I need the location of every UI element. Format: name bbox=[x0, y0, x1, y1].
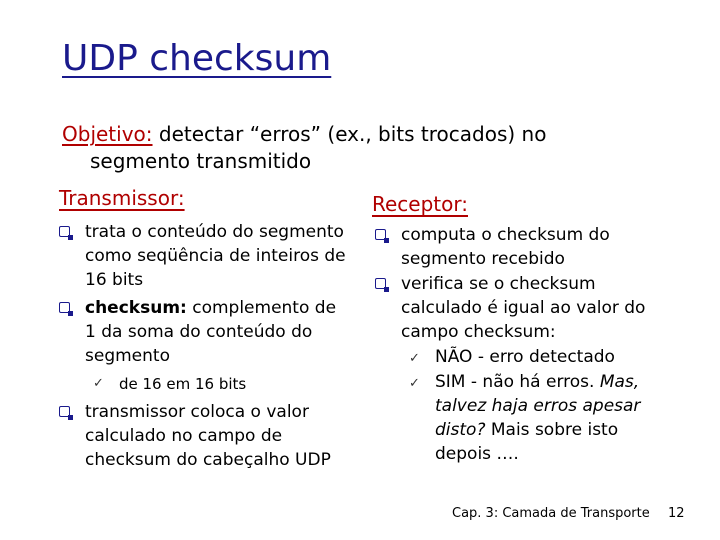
receiver-list bbox=[375, 223, 675, 466]
q-box-bullet-icon bbox=[375, 278, 386, 289]
objective-text: detectar “erros” (ex., bits trocados) no bbox=[152, 122, 547, 146]
transmitter-item-1: trata o conteúdo do segmento como seqüência de inteiros de 16 bits bbox=[85, 222, 346, 290]
receiver-item-2: verifica se o checksum calculado é igual ao valor do campo checksum: bbox=[401, 274, 646, 342]
transmitter-list bbox=[59, 220, 349, 472]
objective-label: Objetivo: bbox=[62, 122, 153, 146]
list-item bbox=[59, 296, 349, 368]
q-box-bullet-icon bbox=[59, 226, 70, 237]
slide-title: UDP checksum bbox=[62, 38, 332, 79]
q-box-bullet-icon bbox=[59, 302, 70, 313]
list-item bbox=[375, 272, 675, 344]
transmitter-item-2-sub: de 16 em 16 bits bbox=[119, 375, 247, 393]
q-box-bullet-icon bbox=[59, 406, 70, 417]
footer-page-number: 12 bbox=[668, 506, 685, 521]
list-item bbox=[59, 372, 349, 396]
receiver-sub-1: NÃO - erro detectado bbox=[435, 347, 615, 367]
objective bbox=[62, 121, 682, 175]
objective-continuation: segmento transmitido bbox=[90, 149, 312, 173]
receiver-item-1: computa o checksum do segmento recebido bbox=[401, 225, 610, 269]
list-item bbox=[375, 223, 675, 271]
checkmark-icon: ✓ bbox=[409, 376, 420, 391]
transmitter-item-3: transmissor coloca o valor calculado no campo de checksum do cabeçalho UDP bbox=[85, 402, 331, 470]
transmitter-item-2-bold: checksum: bbox=[85, 298, 187, 318]
list-item bbox=[59, 220, 349, 292]
checkmark-icon: ✓ bbox=[93, 376, 104, 391]
list-item bbox=[59, 400, 349, 472]
transmitter-item-2-text: complemento de 1 da soma do conteúdo do segmento bbox=[85, 298, 337, 366]
receiver-sub-2-plain: SIM - não há erros. bbox=[435, 372, 600, 392]
checkmark-icon: ✓ bbox=[409, 351, 420, 366]
receiver-sub-2-italic: Mas, talvez haja erros apesar disto? bbox=[435, 372, 641, 440]
list-item bbox=[375, 370, 675, 466]
receiver-heading: Receptor: bbox=[372, 192, 468, 216]
footer-chapter: Cap. 3: Camada de Transporte bbox=[452, 506, 650, 521]
q-box-bullet-icon bbox=[375, 229, 386, 240]
transmitter-heading: Transmissor: bbox=[59, 186, 185, 210]
receiver-sub-2-rest: Mais sobre isto depois …. bbox=[435, 420, 619, 464]
list-item bbox=[375, 345, 675, 369]
